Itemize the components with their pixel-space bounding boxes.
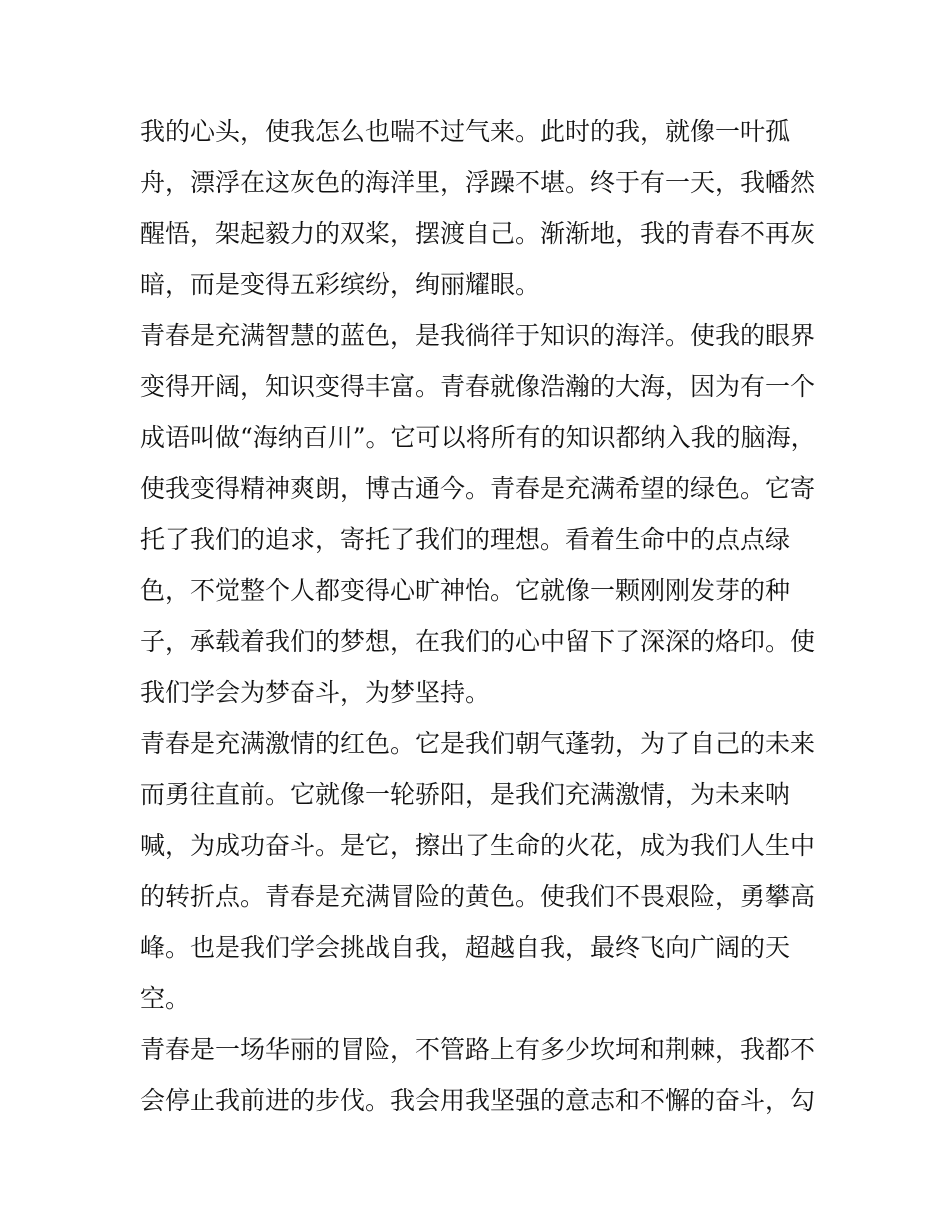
text-line-11: 子，承载着我们的梦想，在我们的心中留下了深深的烙印。使: [140, 627, 816, 656]
text-line-4: 暗，而是变得五彩缤纷，绚丽耀眼。: [140, 270, 541, 299]
text-line-18: 空。: [140, 984, 191, 1013]
text-line-10: 色，不觉整个人都变得心旷神怡。它就像一颗刚刚发芽的种: [140, 576, 791, 605]
text-line-8: 使我变得精神爽朗，博古通今。青春是充满希望的绿色。它寄: [140, 474, 816, 503]
text-line-3: 醒悟，架起毅力的双桨，摆渡自己。渐渐地，我的青春不再灰: [140, 219, 816, 248]
text-line-13: 青春是充满激情的红色。它是我们朝气蓬勃，为了自己的未来: [140, 729, 816, 758]
text-line-17: 峰。也是我们学会挑战自我，超越自我，最终飞向广阔的天: [140, 933, 791, 962]
text-line-5: 青春是充满智慧的蓝色，是我徜徉于知识的海洋。使我的眼界: [140, 321, 816, 350]
text-line-20: 会停止我前进的步伐。我会用我坚强的意志和不懈的奋斗，勾: [140, 1086, 816, 1115]
text-line-19: 青春是一场华丽的冒险，不管路上有多少坎坷和荆棘，我都不: [140, 1035, 816, 1064]
text-line-7: 成语叫做“海纳百川”。它可以将所有的知识都纳入我的脑海，: [140, 423, 816, 452]
text-line-12: 我们学会为梦奋斗，为梦坚持。: [140, 678, 491, 707]
body-text: [140, 106, 820, 1126]
text-line-2: 舟，漂浮在这灰色的海洋里，浮躁不堪。终于有一天，我幡然: [140, 168, 816, 197]
text-line-6: 变得开阔，知识变得丰富。青春就像浩瀚的大海，因为有一个: [140, 372, 816, 401]
text-line-16: 的转折点。青春是充满冒险的黄色。使我们不畏艰险，勇攀高: [140, 882, 816, 911]
text-line-15: 喊，为成功奋斗。是它，擦出了生命的火花，成为我们人生中: [140, 831, 816, 860]
text-line-14: 而勇往直前。它就像一轮骄阳，是我们充满激情，为未来呐: [140, 780, 791, 809]
text-line-9: 托了我们的追求，寄托了我们的理想。看着生命中的点点绿: [140, 525, 791, 554]
text-line-1: 我的心头，使我怎么也喘不过气来。此时的我，就像一叶孤: [140, 117, 791, 146]
